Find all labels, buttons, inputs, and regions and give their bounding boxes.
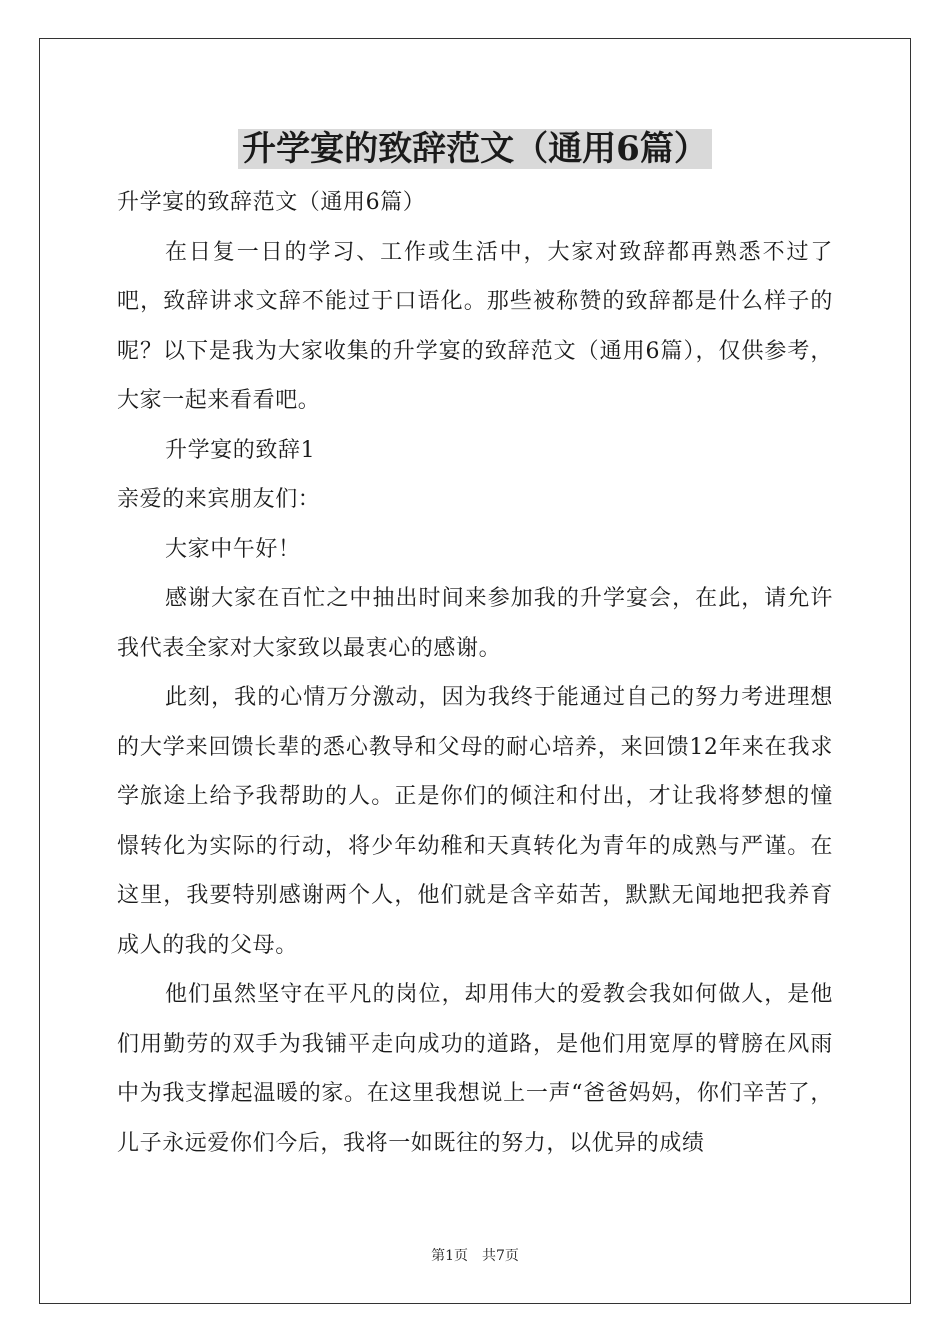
paragraph: 此刻，我的心情万分激动，因为我终于能通过自己的努力考进理想的大学来回馈长辈的悉心教导和父母的耐心培养，来回馈12年来在我求学旅途上给予我帮助的人。正是你们的倾注和付出，才让我将梦想的憧憬转化为实际的行动，将少年幼稚和天真转化为青年的成熟与严谨。在这里，我要特别感谢两个人，他们就是含辛茹苦，默默无闻地把我养育成人的我的父母。 — [117, 685, 833, 958]
document-title — [0, 126, 950, 172]
paragraph: 升学宴的致辞范文（通用6篇） — [117, 190, 426, 215]
section-heading: 升学宴的致辞1 — [165, 437, 316, 463]
document-title-text: 升学宴的致辞范文（通用6篇） — [238, 129, 712, 169]
paragraph: 亲爱的来宾朋友们： — [117, 487, 321, 512]
paragraph: 他们虽然坚守在平凡的岗位，却用伟大的爱教会我如何做人，是他们用勤劳的双手为我铺平走向成功的道路，是他们用宽厚的臂膀在风雨中为我支撑起温暖的家。在这里我想说上一声“爸爸妈妈，你们辛苦了，儿子永远爱你们今后，我将一如既往的努力，以优异的成绩 — [117, 982, 833, 1156]
paragraph: 感谢大家在百忙之中抽出时间来参加我的升学宴会，在此，请允许我代表全家对大家致以最衷心的感谢。 — [117, 586, 833, 661]
page-number-footer: 第1页 共7页 — [431, 1248, 519, 1264]
paragraph: 在日复一日的学习、工作或生活中，大家对致辞都再熟悉不过了吧，致辞讲求文辞不能过于口语化。那些被称赞的致辞都是什么样子的呢？以下是我为大家收集的升学宴的致辞范文（通用6篇），仅供参考，大家一起来看看吧。 — [117, 239, 833, 413]
document-body — [117, 178, 833, 1168]
paragraph: 大家中午好！ — [165, 536, 301, 562]
